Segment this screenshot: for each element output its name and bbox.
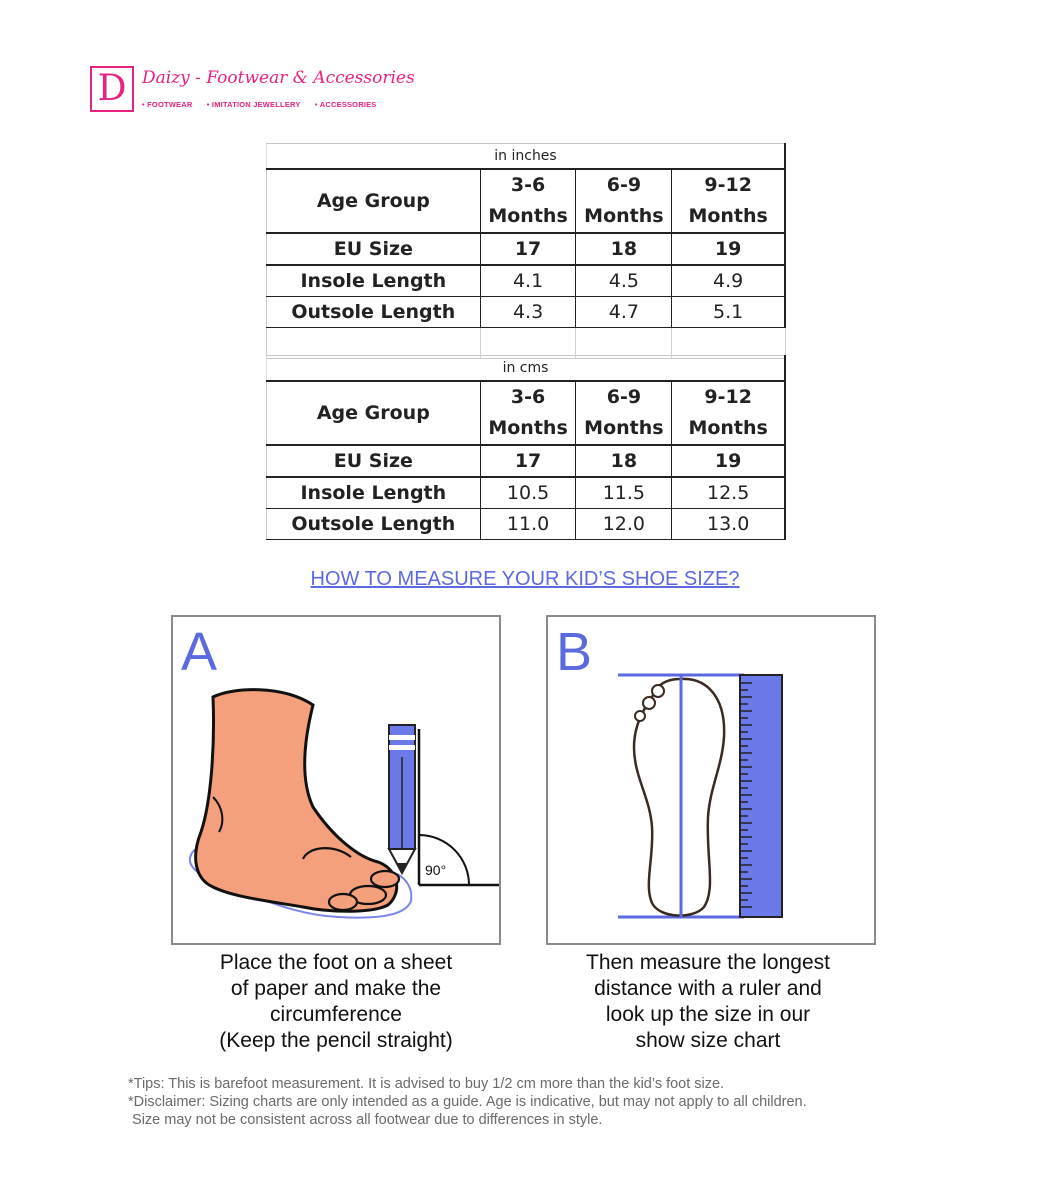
table-cell: 4.9 [672, 265, 785, 297]
table-cell: 13.0 [672, 509, 785, 540]
table-row-blank [267, 328, 786, 359]
panel-b [546, 615, 876, 945]
measure-heading: HOW TO MEASURE YOUR KID’S SHOE SIZE? [310, 568, 740, 590]
brand-category: • FOOTWEAR [142, 100, 192, 109]
row-label: Insole Length [267, 265, 481, 297]
brand-category: • IMITATION JEWELLERY [207, 100, 301, 109]
table-row [267, 477, 786, 509]
disclaimer-note-cont: Size may not be consistent across all footwear due to differences in style. [128, 1112, 603, 1128]
table-cell: 11.0 [480, 509, 576, 540]
row-label: Outsole Length [267, 297, 481, 328]
row-label: Age Group [267, 381, 481, 445]
table-cell: 4.7 [576, 297, 672, 328]
foot-measure-illustration [548, 617, 874, 943]
brand-name: Daizy - Footwear & Accessories [142, 68, 415, 88]
table-cell: 6-9 Months [576, 381, 672, 445]
row-label: Outsole Length [267, 509, 481, 540]
disclaimer-note: *Disclaimer: Sizing charts are only intended as a guide. Age is indicative, but may not apply to all children. [128, 1094, 807, 1110]
table-cell: 17 [480, 233, 576, 265]
caption-a: Place the foot on a sheet of paper and make the circumference (Keep the pencil straight) [219, 951, 453, 1052]
foot-tracing-illustration [173, 617, 499, 943]
table-cell: 12.0 [576, 509, 672, 540]
panel-letter: B [556, 622, 593, 682]
table-cell: 4.3 [480, 297, 576, 328]
table-unit-label: in inches [267, 144, 786, 170]
table-row [267, 445, 786, 477]
table-cell: 17 [480, 445, 576, 477]
table-row [267, 381, 786, 445]
row-label: EU Size [267, 445, 481, 477]
table-row [267, 297, 786, 328]
brand-initial: D [90, 66, 134, 112]
footnotes [128, 1075, 807, 1129]
angle-label: 90° [425, 862, 447, 878]
table-row [267, 509, 786, 540]
panel-letter: A [181, 622, 218, 682]
row-label: EU Size [267, 233, 481, 265]
size-table-cms [266, 355, 786, 540]
row-label: Insole Length [267, 477, 481, 509]
ruler-icon [740, 675, 782, 917]
table-cell: 10.5 [480, 477, 576, 509]
table-cell: 3-6 Months [480, 169, 576, 233]
table-cell: 18 [576, 445, 672, 477]
pencil-icon [389, 725, 415, 873]
table-cell: 6-9 Months [576, 169, 672, 233]
table-cell: 19 [672, 233, 785, 265]
brand-categories [142, 100, 389, 109]
table-cell: 19 [672, 445, 785, 477]
size-table-inches [266, 143, 786, 359]
table-row [267, 233, 786, 265]
foot-icon [196, 690, 399, 912]
table-unit-label: in cms [267, 356, 786, 382]
table-cell: 11.5 [576, 477, 672, 509]
row-label: Age Group [267, 169, 481, 233]
table-row [267, 169, 786, 233]
brand-logo [90, 66, 415, 116]
caption-b: Then measure the longest distance with a ruler and look up the size in our show size chart [586, 951, 830, 1052]
table-cell: 18 [576, 233, 672, 265]
table-cell: 12.5 [672, 477, 785, 509]
panel-a [171, 615, 501, 945]
table-cell: 9-12 Months [672, 381, 785, 445]
table-cell: 9-12 Months [672, 169, 785, 233]
footprint-icon [634, 679, 724, 916]
tip-note: *Tips: This is barefoot measurement. It is advised to buy 1/2 cm more than the kid’s foot size. [128, 1076, 725, 1092]
brand-category: • ACCESSORIES [315, 100, 377, 109]
table-cell: 3-6 Months [480, 381, 576, 445]
table-cell: 4.1 [480, 265, 576, 297]
table-cell: 5.1 [672, 297, 785, 328]
table-cell: 4.5 [576, 265, 672, 297]
table-row [267, 265, 786, 297]
